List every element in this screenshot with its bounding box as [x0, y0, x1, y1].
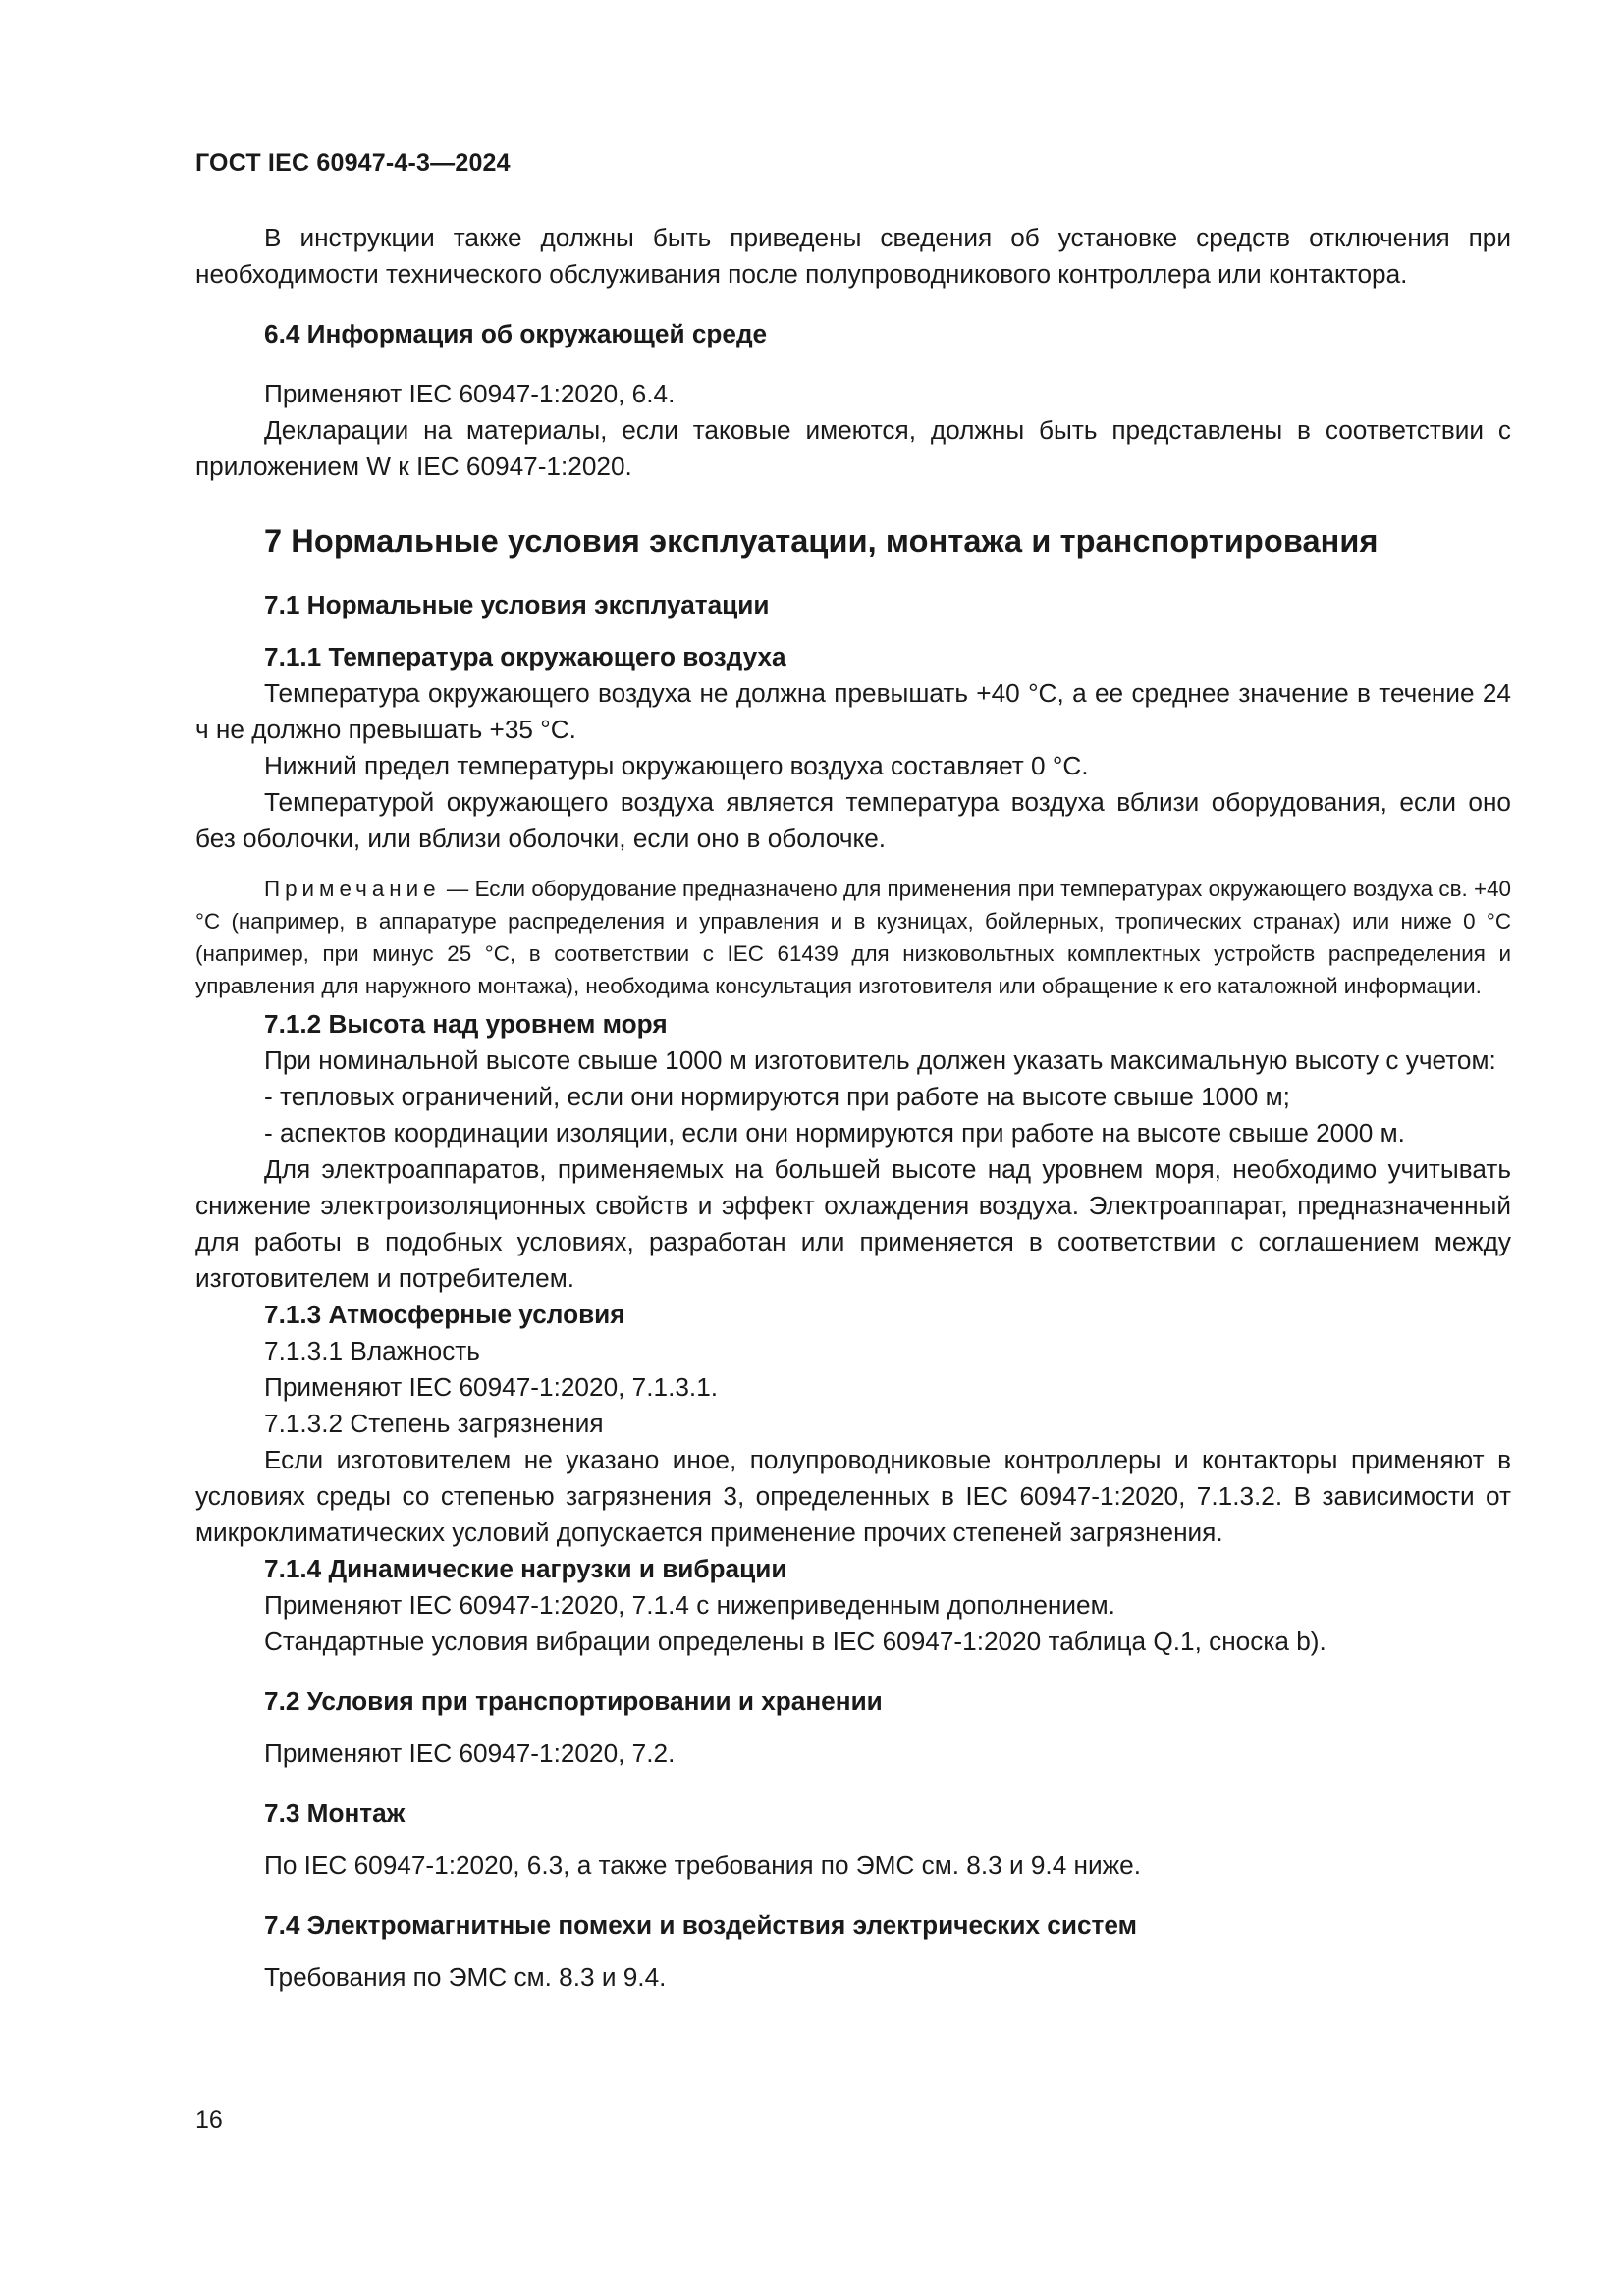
note-text: — Если оборудование предназначено для применения при температурах окружающего воздуха св. +40 °С (например, в аппаратуре распределения и управления и в кузницах, бойлерных, тропических странах) или ниже 0 °С (например, при минус 25 °С, в соответствии с IEC 61439 для низковольтных комплектных устройств распределения и управления для наружного монтажа), необходима консультация изготовителя или обращение к его каталожной информации. — [195, 877, 1511, 998]
section-6-4-paragraph-2: Декларации на материалы, если таковые имеются, должны быть представлены в соответствии с приложением W к IEC 60947-1:2020. — [195, 415, 1511, 481]
temperature-note — [195, 873, 1511, 1002]
section-7-1-1-paragraph-2: Нижний предел температуры окружающего воздуха составляет 0 °С. — [264, 751, 1089, 780]
section-7-4-title: 7.4 Электромагнитные помехи и воздействия электрических систем — [264, 1910, 1137, 1940]
paragraph-installation-info: В инструкции также должны быть приведены сведения об установке средств отключения при необходимости технического обслуживания после полупроводникового контроллера или контактора. — [195, 223, 1511, 289]
section-7-title: 7 Нормальные условия эксплуатации, монтажа и транспортирования — [264, 523, 1379, 559]
section-7-1-2-paragraph-1: При номинальной высоте свыше 1000 м изготовитель должен указать максимальную высоту с учетом: — [264, 1045, 1496, 1075]
section-7-1-1-paragraph-3: Температурой окружающего воздуха является температура воздуха вблизи оборудования, если оно без оболочки, или вблизи оболочки, если оно в оболочке. — [195, 787, 1511, 853]
section-7-3-paragraph: По IEC 60947-1:2020, 6.3, а также требования по ЭМС см. 8.3 и 9.4 ниже. — [264, 1850, 1141, 1880]
section-7-3-title: 7.3 Монтаж — [264, 1798, 406, 1828]
section-7-1-3-2-paragraph: Если изготовителем не указано иное, полупроводниковые контроллеры и контакторы применяют в условиях среды со степенью загрязнения 3, определенных в IEC 60947-1:2020, 7.1.3.2. В зависимости от микроклиматических условий допускается применение прочих степеней загрязнения. — [195, 1445, 1511, 1547]
section-7-1-4-title: 7.1.4 Динамические нагрузки и вибрации — [264, 1554, 787, 1583]
section-7-1-3-1-title: 7.1.3.1 Влажность — [264, 1336, 480, 1365]
section-7-1-1-title: 7.1.1 Температура окружающего воздуха — [264, 642, 786, 671]
section-7-1-3-1-paragraph: Применяют IEC 60947-1:2020, 7.1.3.1. — [264, 1372, 719, 1402]
section-7-1-3-title: 7.1.3 Атмосферные условия — [264, 1300, 625, 1329]
section-6-4-title: 6.4 Информация об окружающей среде — [264, 319, 768, 348]
page-body — [195, 220, 1511, 1996]
section-7-1-4-paragraph-2: Стандартные условия вибрации определены в IEC 60947-1:2020 таблица Q.1, сноска b). — [264, 1627, 1326, 1656]
section-7-1-2-paragraph-2: Для электроаппаратов, применяемых на большей высоте над уровнем моря, необходимо учитывать снижение электроизоляционных свойств и эффект охлаждения воздуха. Электроаппарат, предназначенный для работы в подобных условиях, разработан или применяется в соответствии с соглашением между изготовителем и потребителем. — [195, 1154, 1511, 1293]
section-7-1-1-paragraph-1: Температура окружающего воздуха не должна превышать +40 °С, а ее среднее значение в течение 24 ч не должно превышать +35 °С. — [195, 678, 1511, 744]
section-7-1-4-paragraph-1: Применяют IEC 60947-1:2020, 7.1.4 с нижеприведенным дополнением. — [264, 1590, 1115, 1620]
list-item-insulation-coordination: - аспектов координации изоляции, если они нормируются при работе на высоте свыше 2000 м. — [264, 1118, 1405, 1148]
section-7-2-title: 7.2 Условия при транспортировании и хранении — [264, 1686, 883, 1716]
section-7-2-paragraph: Применяют IEC 60947-1:2020, 7.2. — [264, 1738, 676, 1768]
note-label: Примечание — [264, 877, 441, 901]
list-item-thermal-limits: - тепловых ограничений, если они нормируются при работе на высоте свыше 1000 м; — [264, 1082, 1290, 1111]
standard-header: ГОСТ IEC 60947-4-3—2024 — [195, 149, 511, 177]
section-6-4-paragraph-1: Применяют IEC 60947-1:2020, 6.4. — [264, 379, 676, 408]
section-7-4-paragraph: Требования по ЭМС см. 8.3 и 9.4. — [264, 1962, 667, 1992]
section-7-1-3-2-title: 7.1.3.2 Степень загрязнения — [264, 1409, 604, 1438]
section-7-1-2-title: 7.1.2 Высота над уровнем моря — [264, 1009, 668, 1039]
section-7-1-title: 7.1 Нормальные условия эксплуатации — [264, 590, 770, 619]
page-number: 16 — [195, 2107, 223, 2134]
